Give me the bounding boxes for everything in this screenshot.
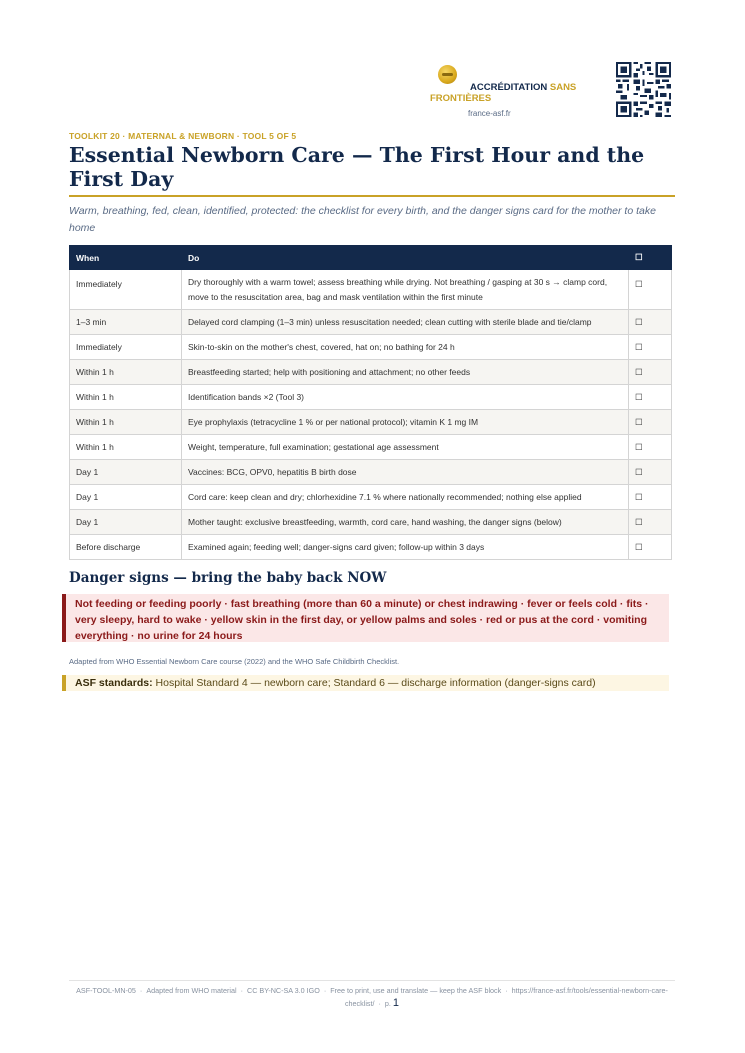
cell-checkbox[interactable]: ☐: [629, 360, 672, 385]
cell-do: Examined again; feeding well; danger-signs card given; follow-up within 3 days: [182, 535, 629, 560]
cell-do: Mother taught: exclusive breastfeeding, warmth, cord care, hand washing, the danger signs (below): [182, 510, 629, 535]
cell-do: Cord care: keep clean and dry; chlorhexidine 7.1 % where nationally recommended; nothing else applied: [182, 485, 629, 510]
cell-when: Immediately: [70, 335, 182, 360]
cell-when: Day 1: [70, 485, 182, 510]
table-header-row: [70, 246, 672, 270]
footer-usage: Free to print, use and translate — keep the ASF block: [330, 986, 502, 995]
toolkit-kicker: TOOLKIT 20 · MATERNAL & NEWBORN · TOOL 5 OF 5: [69, 131, 297, 141]
brand-url[interactable]: france-asf.fr: [468, 109, 511, 118]
table-row: [70, 270, 672, 310]
table-row: [70, 485, 672, 510]
asf-standards-box: [62, 675, 669, 691]
brand-name: [430, 82, 590, 104]
cell-when: Day 1: [70, 460, 182, 485]
footer-page-number: 1: [392, 997, 400, 1009]
page-title: Essential Newborn Care — The First Hour and the First Day: [69, 143, 645, 191]
table-row: [70, 310, 672, 335]
cell-when: Within 1 h: [70, 385, 182, 410]
page-footer: ASF-TOOL-MN-05 · Adapted from WHO material · CC BY-NC-SA 3.0 IGO · Free to print, use and translate — keep the ASF block · https://france-asf.fr/tools/essential-newborn-care-checklist/ · p. 1: [76, 986, 668, 1009]
cell-do: Dry thoroughly with a warm towel; assess breathing while drying. Not breathing / gasping at 30 s → clamp cord, move to the resuscitation area, bag and mask ventilation within the first minute: [182, 270, 629, 310]
cell-checkbox[interactable]: ☐: [629, 535, 672, 560]
cell-checkbox[interactable]: ☐: [629, 435, 672, 460]
table-row: [70, 360, 672, 385]
footer-doc-code: ASF-TOOL-MN-05: [76, 986, 136, 995]
cell-when: Within 1 h: [70, 410, 182, 435]
cell-do: Delayed cord clamping (1–3 min) unless resuscitation needed; clean cutting with sterile blade and tie/clamp: [182, 310, 629, 335]
cell-when: Day 1: [70, 510, 182, 535]
danger-signs-title: Danger signs — bring the baby back NOW: [69, 570, 387, 586]
cell-when: Before discharge: [70, 535, 182, 560]
footer-page-prefix: p.: [384, 999, 391, 1008]
cell-checkbox[interactable]: ☐: [629, 270, 672, 310]
cell-checkbox[interactable]: ☐: [629, 510, 672, 535]
footer-license: CC BY-NC-SA 3.0 IGO: [247, 986, 320, 995]
table-row: [70, 460, 672, 485]
checklist-body: [70, 270, 672, 560]
cell-when: Within 1 h: [70, 360, 182, 385]
standards-text: Hospital Standard 4 — newborn care; Standard 6 — discharge information (danger-signs card): [155, 677, 596, 689]
cell-do: Eye prophylaxis (tetracycline 1 % or per national protocol); vitamin K 1 mg IM: [182, 410, 629, 435]
column-header-do: Do: [182, 246, 629, 270]
column-header-check: ☐: [629, 246, 672, 270]
brand-name-part1: ACCRÉDITATION: [470, 82, 548, 93]
footer-divider: [69, 980, 675, 981]
table-row: [70, 535, 672, 560]
column-header-when: When: [70, 246, 182, 270]
source-note: Adapted from WHO Essential Newborn Care course (2022) and the WHO Safe Childbirth Checklist.: [69, 657, 400, 666]
table-row: [70, 510, 672, 535]
cell-do: Weight, temperature, full examination; gestational age assessment: [182, 435, 629, 460]
danger-signs-box: Not feeding or feeding poorly · fast breathing (more than 60 a minute) or chest indrawing · fever or feels cold · fits · very sleepy, hard to wake · yellow skin in the first day, or yellow palms and soles · red or pus at the cord · vomiting everything · no urine for 24 hours: [62, 594, 669, 642]
table-row: [70, 385, 672, 410]
cell-when: Within 1 h: [70, 435, 182, 460]
title-divider: [69, 195, 675, 197]
standards-label: ASF standards:: [75, 677, 153, 689]
cell-checkbox[interactable]: ☐: [629, 310, 672, 335]
page-subtitle: Warm, breathing, fed, clean, identified, protected: the checklist for every birth, and the danger signs card for the mother to take home: [69, 205, 656, 234]
cell-do: Identification bands ×2 (Tool 3): [182, 385, 629, 410]
cell-checkbox[interactable]: ☐: [629, 460, 672, 485]
footer-url[interactable]: https://france-asf.fr/tools/essential-newborn-care-checklist/: [344, 986, 668, 1008]
footer-adapted: Adapted from WHO material: [146, 986, 237, 995]
table-row: [70, 335, 672, 360]
newborn-care-checklist-table: [69, 245, 672, 560]
cell-do: Breastfeeding started; help with positioning and attachment; no other feeds: [182, 360, 629, 385]
qr-code-icon: [616, 62, 671, 117]
table-row: [70, 410, 672, 435]
cell-do: Skin-to-skin on the mother's chest, covered, hat on; no bathing for 24 h: [182, 335, 629, 360]
table-row: [70, 435, 672, 460]
cell-when: Immediately: [70, 270, 182, 310]
cell-checkbox[interactable]: ☐: [629, 410, 672, 435]
cell-checkbox[interactable]: ☐: [629, 485, 672, 510]
cell-when: 1–3 min: [70, 310, 182, 335]
cell-checkbox[interactable]: ☐: [629, 385, 672, 410]
cell-checkbox[interactable]: ☐: [629, 335, 672, 360]
cell-do: Vaccines: BCG, OPV0, hepatitis B birth dose: [182, 460, 629, 485]
brand-name-part2: SANS FRONTIÈRES: [430, 82, 577, 104]
